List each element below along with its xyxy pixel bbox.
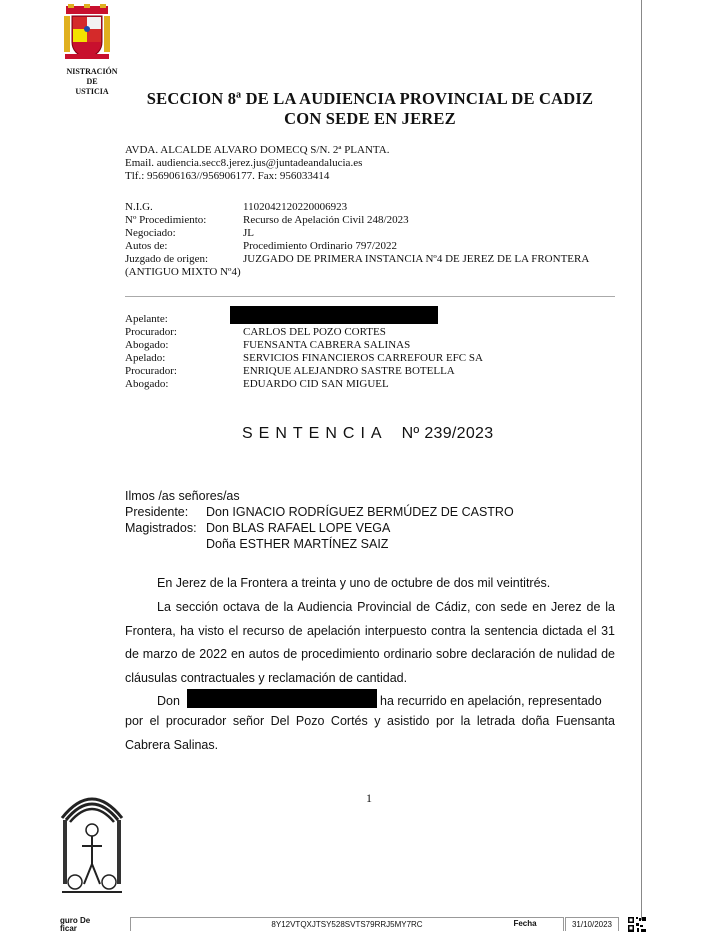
- party-value: CARLOS DEL POZO CORTES: [243, 326, 386, 338]
- party-label: Abogado:: [125, 339, 169, 351]
- case-label: Negociado:: [125, 227, 176, 239]
- paragraph-date: En Jerez de la Frontera a treinta y uno de octubre de dos mil veintitrés.: [157, 576, 551, 590]
- junta-logo-icon: [60, 784, 124, 898]
- magistrados-label: Magistrados:: [125, 521, 197, 535]
- presidente-name: Don IGNACIO RODRÍGUEZ BERMÚDEZ DE CASTRO: [206, 505, 514, 519]
- court-subtitle: CON SEDE EN JEREZ: [284, 109, 456, 128]
- admin-line: USTICIA: [75, 87, 109, 96]
- fecha-value: 31/10/2023: [565, 917, 619, 931]
- party-value: FUENSANTA CABRERA SALINAS: [243, 339, 411, 351]
- footer-bar: [60, 917, 675, 932]
- address-line: AVDA. ALCALDE ALVARO DOMECQ S/N. 2ª PLANTA.: [125, 144, 390, 156]
- party-value: EDUARDO CID SAN MIGUEL: [243, 378, 389, 390]
- presidente-label: Presidente:: [125, 505, 189, 519]
- paragraph-representation: por el procurador señor Del Pozo Cortés y asistido por la letrada doña Fuensanta Cabrera Salinas.: [125, 714, 615, 752]
- email-line: Email. audiencia.secc8.jerez.jus@juntadeandalucia.es: [125, 157, 363, 169]
- case-value: 1102042120220006923: [243, 201, 348, 213]
- case-value: JL: [243, 227, 254, 239]
- case-value: Recurso de Apelación Civil 248/2023: [243, 214, 409, 226]
- juzgado-row: [125, 253, 615, 279]
- paragraph-intro: La sección octava de la Audiencia Provincial de Cádiz, con sede en Jerez de la Frontera, ha visto el recurso de apelación interpuesto contra la sentencia dictada el 31 de marzo de 2022 en autos de procedimiento ordinario sobre declaración de nulidad de cláusulas contractuales y reclamación de cantidad.: [125, 600, 615, 685]
- redaction-bar: [230, 306, 438, 324]
- sentencia-word: SENTENCIA: [242, 425, 388, 442]
- case-label: N.I.G.: [125, 201, 153, 213]
- case-label: Autos de:: [125, 240, 168, 252]
- paragraph-don-rest: ha recurrido en apelación, representado: [380, 694, 602, 708]
- page-number: 1: [366, 791, 372, 805]
- paragraph-don: Don: [157, 694, 180, 708]
- case-label: Nº Procedimiento:: [125, 214, 207, 226]
- juzgado-label: Juzgado de origen:: [125, 253, 209, 265]
- party-label: Procurador:: [125, 326, 177, 338]
- case-value: Procedimiento Ordinario 797/2022: [243, 240, 397, 252]
- juzgado-value: JUZGADO DE PRIMERA INSTANCIA Nº4 DE JEREZ DE LA FRONTERA (ANTIGUO MIXTO Nº4): [125, 253, 589, 278]
- redaction-bar: [187, 689, 377, 708]
- party-value: ENRIQUE ALEJANDRO SASTRE BOTELLA: [243, 365, 455, 377]
- footer-left-line: ficar: [60, 924, 77, 933]
- sentencia-number: Nº 239/2023: [401, 425, 494, 442]
- footer-left: [60, 917, 120, 933]
- qr-code-icon: [628, 917, 646, 932]
- verification-code: 8Y12VTQXJTSY528SVTS79RRJ5MY7RC: [271, 920, 423, 929]
- coat-of-arms-icon: [62, 4, 112, 62]
- magistrado-name: Don BLAS RAFAEL LOPE VEGA: [206, 521, 391, 535]
- admin-line: NISTRACIÓN: [66, 67, 118, 76]
- admin-line: DE: [86, 77, 98, 86]
- judges-intro: Ilmos /as señores/as: [125, 489, 240, 503]
- court-title: SECCION 8ª DE LA AUDIENCIA PROVINCIAL DE CADIZ: [146, 89, 594, 108]
- party-label: Procurador:: [125, 365, 177, 377]
- sentencia-heading: [242, 425, 493, 443]
- footer-left-line: guro De: [60, 916, 91, 925]
- fecha-label: Fecha: [513, 919, 537, 928]
- party-label: Abogado:: [125, 378, 169, 390]
- party-label: Apelante:: [125, 313, 168, 325]
- margin-line: [641, 0, 642, 920]
- administration-label: [62, 67, 122, 97]
- phone-line: Tlf.: 956906163//956906177. Fax: 956033414: [125, 170, 330, 182]
- party-label: Apelado:: [125, 352, 166, 364]
- magistrado-name: Doña ESTHER MARTÍNEZ SAIZ: [206, 537, 389, 551]
- divider: [125, 296, 615, 297]
- party-value: SERVICIOS FINANCIEROS CARREFOUR EFC SA: [243, 352, 483, 364]
